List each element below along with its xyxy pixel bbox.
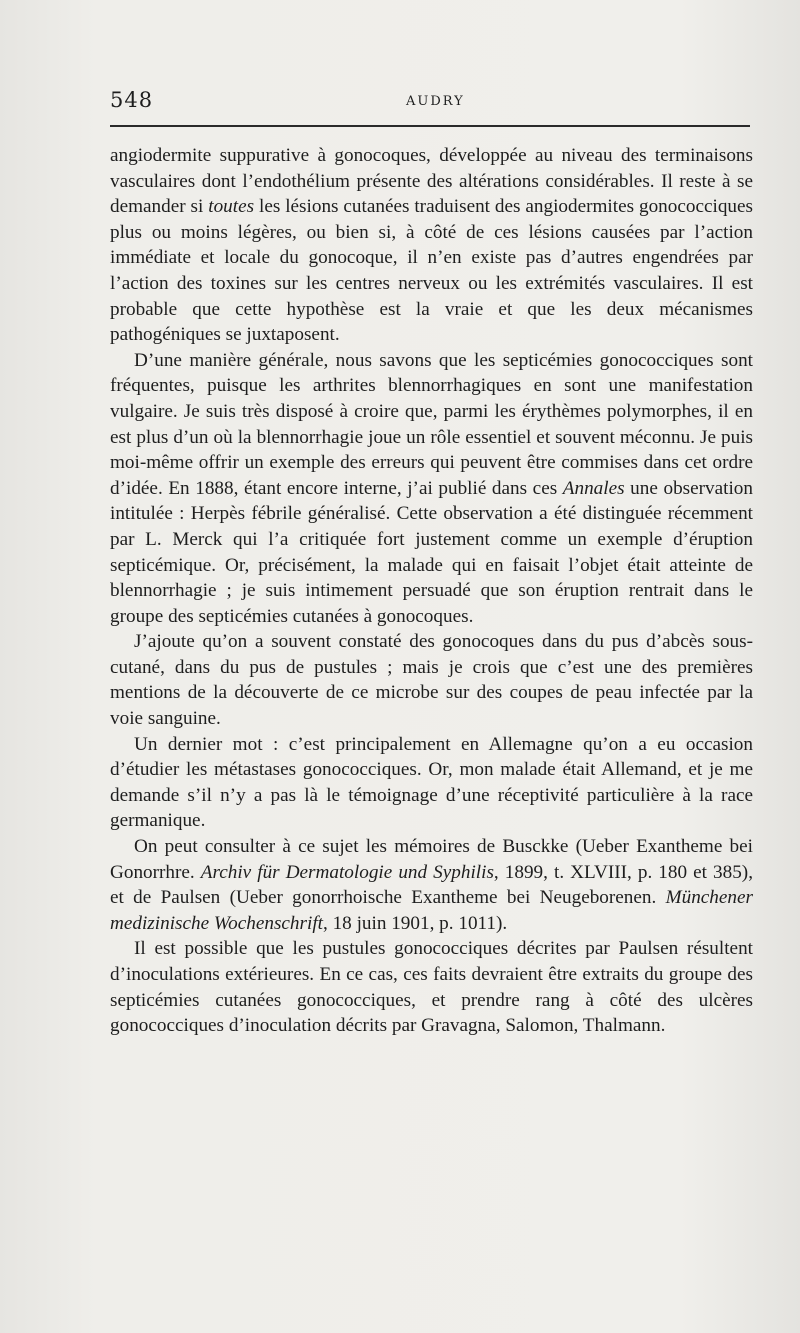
page-header [110,88,750,118]
running-head: AUDRY [406,94,465,109]
journal-title: Annales [562,477,625,499]
header-rule [110,125,750,127]
journal-title: Münchener medizinische Wochenschrift [110,887,753,934]
body-text [110,143,753,1039]
emphasis: toutes [208,196,255,218]
page-number: 548 [110,88,154,112]
paragraph: angiodermite suppurative à gonocoques, développée au niveau des terminaisons vasculaires dont l’endothélium présente des altérations considérables. Il reste à se demander si toutes les lésions cutanées traduisent des angiodermites gonococciques plus ou moins légères, ou bien si, à côté de ces lésions causées par l’action immédiate et locale du gonocoque, il n’en existe pas d’autres engendrées par l’action des toxines sur les centres nerveux ou les extrémités vasculaires. Il est probable que cette hypothèse est la vraie et que les deux mécanismes pathogéniques se juxtaposent. [110,145,753,346]
paragraph: Il est possible que les pustules gonococciques décrites par Paulsen résultent d’inoculations extérieures. En ce cas, ces faits devraient être extraits du groupe des septicémies cutanées gonococciques, et prendre rang à côté des ulcères gonococciques d’inoculation décrits par Gravagna, Salomon, Thalmann. [110,938,753,1037]
paragraph: On peut consulter à ce sujet les mémoires de Busckke (Ueber Exantheme bei Gonorrhre. Archiv für Dermatologie und Syphilis, 1899, t. XLVIII, p. 180 et 385), et de Paulsen (Ueber gonorrhoische Exantheme bei Neugeborenen. Münchener medizinische Wochenschrift, 18 juin 1901, p. 1011). [110,836,753,934]
journal-title: Archiv für Dermatologie und Syphilis [200,861,494,883]
paragraph: J’ajoute qu’on a souvent constaté des gonocoques dans du pus d’abcès sous-cutané, dans du pus de pustules ; mais je crois que c’est une des premières mentions de la découverte de ce microbe sur des coupes de peau infectée par la voie sanguine. [110,631,753,730]
paragraph: D’une manière générale, nous savons que les septicémies gonococciques sont fréquentes, puisque les arthrites blennorrhagiques en sont une manifestation vulgaire. Je suis très disposé à croire que, parmi les érythèmes polymorphes, il en est plus d’un où la blennorrhagie joue un rôle essentiel et souvent méconnu. Je puis moi-même offrir un exemple des erreurs qui peuvent être commises dans cet ordre d’idée. En 1888, étant encore interne, j’ai publié dans ces Annales une observation intitulée : Herpès fébrile généralisé. Cette observation a été distinguée récemment par L. Merck qui l’a critiquée fort justement comme un exemple d’éruption septicémique. Or, précisément, la malade qui en faisait l’objet était atteinte de blennorrhagie ; je suis intimement persuadé que son éruption rentrait dans le groupe des septicémies cutanées à gonocoques. [110,349,753,627]
paragraph: Un dernier mot : c’est principalement en Allemagne qu’on a eu occasion d’étudier les métastases gonococciques. Or, mon malade était Allemand, et je me demande s’il n’y a pas là le témoignage d’une réceptivité particulière à la race germanique. [110,733,753,832]
